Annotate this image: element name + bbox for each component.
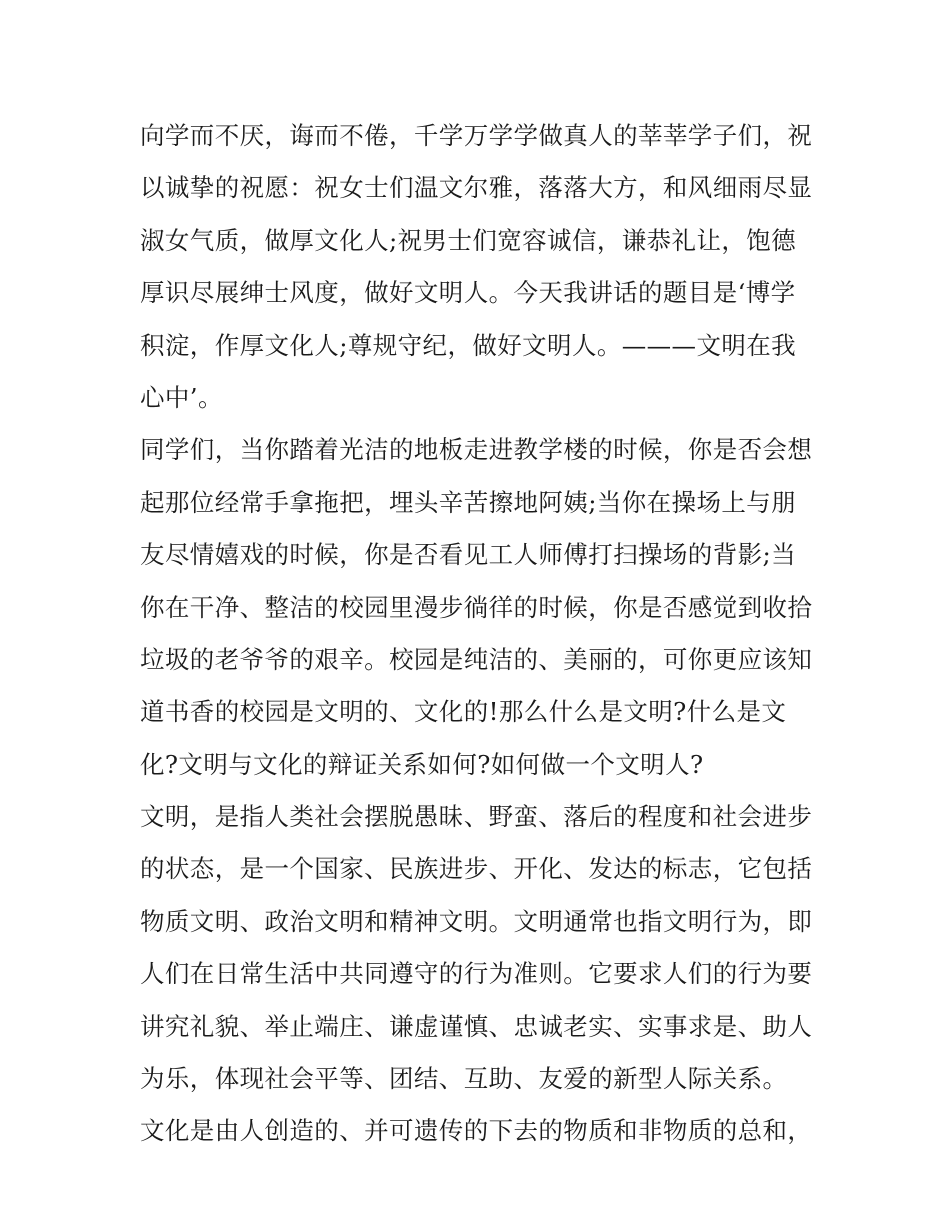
text-line: 淑女气质，做厚文化人;祝男士们宽容诚信，谦恭礼让，饱德 [140,225,797,255]
text-line: 物质文明、政治文明和精神文明。文明通常也指文明行为，即 [140,906,813,936]
text-line: 道书香的校园是文明的、文化的!那么什么是文明?什么是文 [140,697,787,727]
text-line: 以诚挚的祝愿：祝女士们温文尔雅，落落大方，和风细雨尽显 [140,173,813,203]
text-line: 的状态，是一个国家、民族进步、开化、发达的标志，它包括 [140,854,813,884]
text-line: 文化是由人创造的、并可遗传的下去的物质和非物质的总和， [140,1116,813,1146]
text-line: 文明，是指人类社会摆脱愚昧、野蛮、落后的程度和社会进步 [140,802,813,832]
body-text [140,110,820,1158]
text-line: 化?文明与文化的辩证关系如何?如何做一个文明人? [140,749,704,779]
text-line: 为乐，体现社会平等、团结、互助、友爱的新型人际关系。 [140,1064,788,1094]
text-line: 你在干净、整洁的校园里漫步徜徉的时候，你是否感觉到收拾 [140,592,813,622]
text-line: 人们在日常生活中共同遵守的行为准则。它要求人们的行为要 [140,959,813,989]
text-line: 厚识尽展绅士风度，做好文明人。今天我讲话的题目是‘博学 [140,278,796,308]
text-line: 积淀，作厚文化人;尊规守纪，做好文明人。———文明在我 [140,330,797,360]
text-line: 心中’。 [140,382,223,412]
text-line: 友尽情嬉戏的时候，你是否看见工人师傅打扫操场的背影;当 [140,540,797,570]
text-line: 垃圾的老爷爷的艰辛。校园是纯洁的、美丽的，可你更应该知 [140,644,813,674]
text-line: 向学而不厌，诲而不倦，千学万学学做真人的莘莘学子们，祝 [140,121,813,150]
text-line: 讲究礼貌、举止端庄、谦虚谨慎、忠诚老实、实事求是、助人 [140,1011,813,1041]
text-line: 起那位经常手拿拖把，埋头辛苦擦地阿姨;当你在操场上与朋 [140,487,797,517]
text-line: 同学们，当你踏着光洁的地板走进教学楼的时候，你是否会想 [140,435,813,465]
